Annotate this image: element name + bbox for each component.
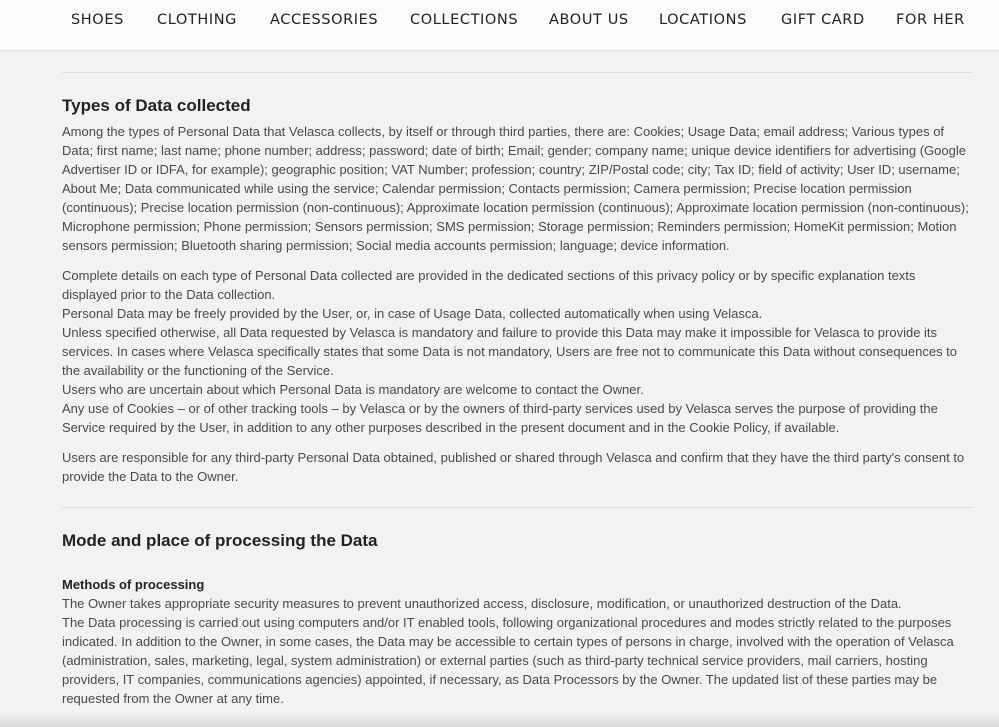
- nav-item-locations[interactable]: LOCATIONS: [659, 12, 747, 28]
- nav-item-clothing[interactable]: CLOTHING: [157, 12, 238, 28]
- privacy-policy-content: [62, 50, 973, 708]
- section-title-types-of-data: Types of Data collected: [62, 96, 251, 115]
- paragraph-processing: The Data processing is carried out using computers and/or IT enabled tools, following organizational procedures and modes strictly related to the purposes indicated. In addition to the Owner, in some cases, the Data may be accessible to certain types of persons in charge, involved with the operation of Velasca (administration, sales, marketing, legal, system administration) or external parties (such as third-party technical service providers, mail carriers, hosting providers, IT companies, communications agencies) appointed, if necessary, as Data Processors by the Owner. The updated list of these parties may be requested from the Owner at any time.: [62, 615, 954, 706]
- divider: [62, 507, 973, 508]
- nav-item-about-us[interactable]: ABOUT US: [549, 12, 629, 28]
- paragraph-data-types: Among the types of Personal Data that Velasca collects, by itself or through third parties, there are: Cookies; Usage Data; email address; Various types of Data; first name; last name; phone number; address; password; date of birth; Email; gender; company name; unique device identifiers for advertising (Google Advertiser ID or IDFA, for example); geographic position; VAT Number; profession; country; ZIP/Postal code; city; Tax ID; field of activity; User ID; username; About Me; Data communicated while using the service; Calendar permission; Contacts permission; Camera permission; Precise location permission (continuous); Precise location permission (non-continuous); Approximate location permission (continuous); Approximate location permission (non-continuous); Microphone permission; Phone permission; Sensors permission; SMS permission; Storage permission; Reminders permission; HomeKit permission; Motion sensors permission; Bluetooth sharing permission; Social media accounts permission; language; device information.: [62, 124, 969, 253]
- nav-item-collections[interactable]: COLLECTIONS: [410, 12, 519, 28]
- divider: [62, 72, 973, 73]
- paragraph-freely-provided: Personal Data may be freely provided by the User, or, in case of Usage Data, collected automatically when using Velasca.: [62, 306, 763, 321]
- paragraph-security: The Owner takes appropriate security measures to prevent unauthorized access, disclosure, modification, or unauthorized destruction of the Data.: [62, 596, 902, 611]
- paragraph-mandatory: Unless specified otherwise, all Data requested by Velasca is mandatory and failure to provide this Data may make it impossible for Velasca to provide its services. In cases where Velasca specifically states that some Data is not mandatory, Users are free not to communicate this Data without consequences to the availability or the functioning of the Service.: [62, 325, 958, 378]
- nav-item-gift-card[interactable]: GIFT CARD: [781, 12, 865, 28]
- section-title-mode-and-place: Mode and place of processing the Data: [62, 531, 378, 550]
- top-navigation: [0, 0, 999, 51]
- bottom-edge-shadow: [0, 712, 999, 727]
- nav-item-accessories[interactable]: ACCESSORIES: [270, 12, 379, 28]
- nav-item-shoes[interactable]: SHOES: [71, 12, 124, 28]
- subsection-title-methods: Methods of processing: [62, 577, 205, 592]
- paragraph-third-party: Users are responsible for any third-party Personal Data obtained, published or shared through Velasca and confirm that they have the third party's consent to provide the Data to the Owner.: [62, 450, 965, 484]
- paragraph-details: Complete details on each type of Personal Data collected are provided in the dedicated sections of this privacy policy or by specific explanation texts displayed prior to the Data collection.: [62, 268, 916, 302]
- nav-item-for-her[interactable]: FOR HER: [896, 12, 965, 28]
- paragraph-cookies: Any use of Cookies – or of other tracking tools – by Velasca or by the owners of third-party services used by Velasca serves the purpose of providing the Service required by the User, in addition to any other purposes described in the present document and in the Cookie Policy, if available.: [62, 401, 938, 435]
- paragraph-uncertain: Users who are uncertain about which Personal Data is mandatory are welcome to contact the Owner.: [62, 382, 644, 397]
